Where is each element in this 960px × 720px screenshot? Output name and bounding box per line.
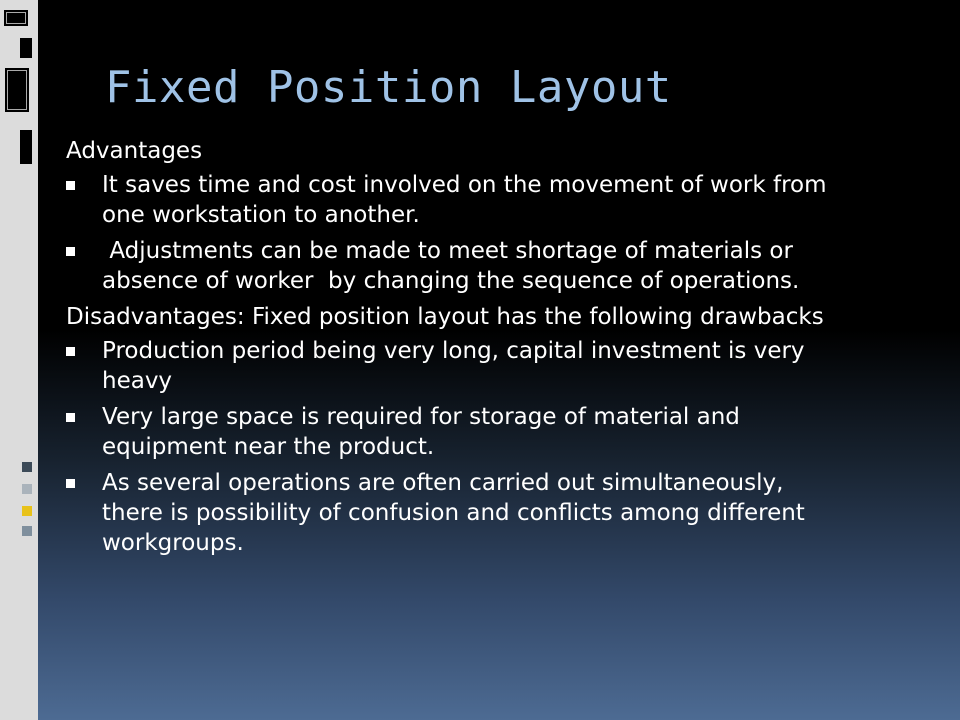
disadvantage-item <box>66 402 836 462</box>
left-decoration <box>0 0 38 720</box>
square-bullet-icon <box>66 247 75 256</box>
disadvantage-item <box>66 336 836 396</box>
disadvantage-text: Production period being very long, capital investment is very heavy <box>102 338 805 394</box>
slide-title: Fixed Position Layout <box>105 62 672 113</box>
slide-body <box>66 136 836 564</box>
advantage-text: It saves time and cost involved on the movement of work from one workstation to another. <box>102 172 827 228</box>
square-bullet-icon <box>66 347 75 356</box>
advantage-item <box>66 170 836 230</box>
advantage-item <box>66 236 836 296</box>
advantage-text: Adjustments can be made to meet shortage of materials or absence of worker by changing the sequence of operations. <box>102 238 801 294</box>
advantages-heading: Advantages <box>66 138 203 164</box>
disadvantages-heading: Disadvantages: Fixed position layout has the following drawbacks <box>66 304 824 330</box>
disadvantage-item <box>66 468 836 558</box>
square-bullet-icon <box>66 479 75 488</box>
disadvantage-text: Very large space is required for storage of material and equipment near the product. <box>102 404 740 460</box>
square-bullet-icon <box>66 181 75 190</box>
square-bullet-icon <box>66 413 75 422</box>
disadvantage-text: As several operations are often carried out simultaneously, there is possibility of confusion and conflicts among different workgroups. <box>102 470 805 556</box>
